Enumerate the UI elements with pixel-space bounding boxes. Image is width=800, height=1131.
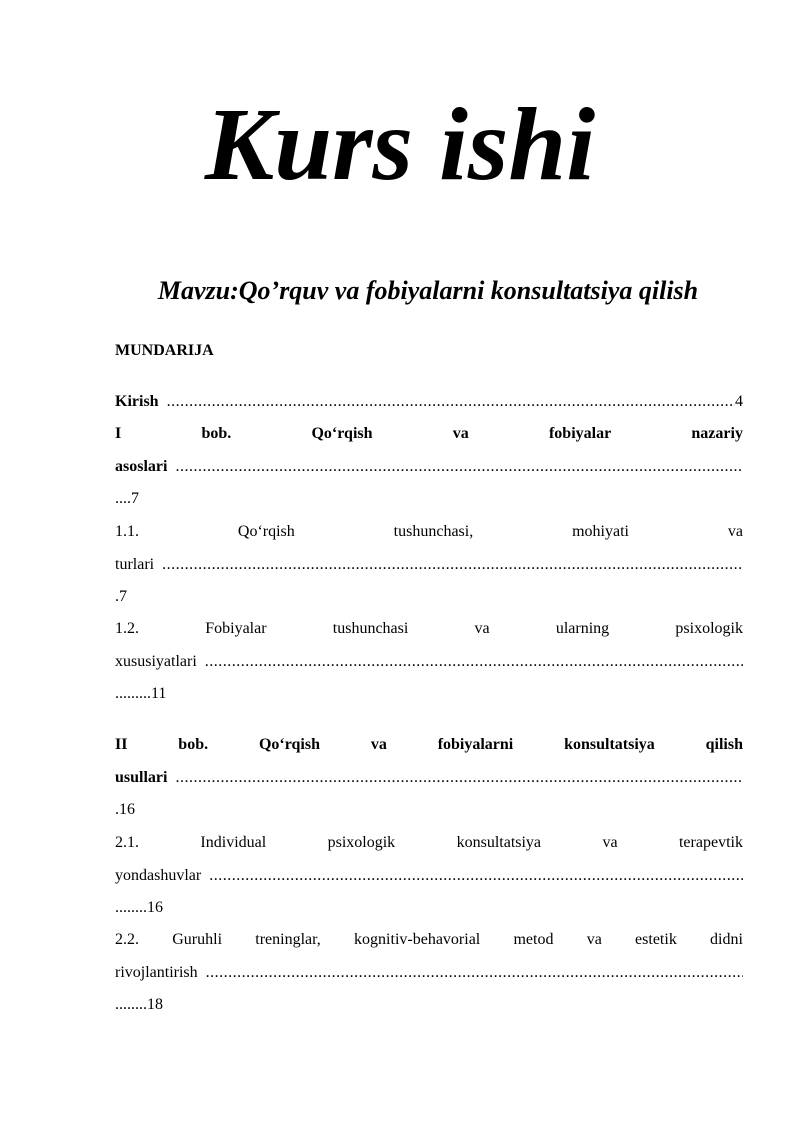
toc-word: II [115, 736, 128, 753]
toc-word: qilish [705, 736, 743, 753]
document-subtitle: Mavzu:Qo’rquv va fobiyalarni konsultatsiya qilish [157, 276, 699, 305]
dot-leader [205, 646, 743, 679]
toc-word: psixologik [675, 620, 743, 637]
dot-leader [162, 549, 743, 582]
toc-word: estetik [635, 931, 677, 948]
toc-word: Guruhli [172, 931, 223, 948]
toc-word: fobiyalarni [437, 736, 514, 753]
toc-word: nazariy [691, 425, 743, 442]
toc-word: va [474, 620, 490, 637]
dot-leader [175, 762, 743, 795]
toc-entry-label: turlari [115, 555, 155, 573]
toc-word: bob. [178, 736, 209, 753]
toc-heading: MUNDARIJA [115, 342, 214, 359]
toc-entry-label: xususiyatlari [115, 652, 197, 670]
toc-word: 1.2. [115, 620, 139, 637]
toc-entry-2-2 [115, 924, 743, 1022]
toc-word: va [602, 834, 618, 851]
toc-word: Fobiyalar [205, 620, 267, 637]
toc-word: didni [710, 931, 743, 948]
toc-entry-page: .7 [115, 588, 127, 605]
toc-word: ularning [555, 620, 610, 637]
dot-leader [175, 451, 743, 484]
toc-entry-page: 4 [735, 393, 743, 410]
dot-leader [206, 957, 743, 990]
toc-word: kognitiv-behavorial [354, 931, 481, 948]
toc-entry-kirish [115, 386, 743, 419]
toc-word: I [115, 425, 122, 442]
dot-leader [167, 386, 735, 419]
toc-word: va [370, 736, 387, 753]
toc-word: tushunchasi, [393, 523, 474, 540]
toc-word: metod [513, 931, 554, 948]
toc-entry-lead [115, 924, 743, 957]
toc-word: psixologik [327, 834, 396, 851]
toc-entry-page: ........18 [115, 996, 163, 1013]
toc-word: treninglar, [255, 931, 321, 948]
toc-word: 2.2. [115, 931, 139, 948]
toc-entry-lead [115, 516, 743, 549]
toc-word: bob. [201, 425, 232, 442]
toc-entry-page: ....7 [115, 490, 139, 507]
toc-word: konsultatsiya [456, 834, 542, 851]
toc-word: 1.1. [115, 523, 139, 540]
toc-word: tushunchasi [332, 620, 409, 637]
toc-entry-label: usullari [115, 768, 168, 786]
toc-word: Individual [200, 834, 267, 851]
toc-word: va [727, 523, 743, 540]
toc-word: Qo‘rqish [311, 425, 373, 442]
dot-leader [209, 860, 743, 893]
toc-entry-lead [115, 613, 743, 646]
toc-entry-label: Kirish [115, 393, 159, 410]
toc-entry-lead [115, 827, 743, 860]
toc-entry-page: ........16 [115, 899, 163, 916]
toc-entry-1-1 [115, 516, 743, 614]
toc-word: Qo‘rqish [258, 736, 320, 753]
toc-word: terapevtik [678, 834, 743, 851]
toc-entry-2-1 [115, 827, 743, 925]
toc-word: 2.1. [115, 834, 139, 851]
toc-entry-chapter-1 [115, 418, 743, 516]
toc-entry-lead [115, 418, 743, 451]
toc-entry-label: asoslari [115, 457, 168, 475]
toc-word: Qo‘rqish [237, 523, 295, 540]
toc-entry-chapter-2 [115, 729, 743, 827]
toc-word: va [586, 931, 602, 948]
toc-word: mohiyati [572, 523, 629, 540]
toc-entry-1-2 [115, 613, 743, 711]
toc-entry-label: rivojlantirish [115, 963, 198, 981]
toc-word: konsultatsiya [564, 736, 655, 753]
toc-entry-page: .........11 [115, 685, 167, 702]
document-title: Kurs ishi [204, 87, 596, 202]
toc-entry-label: yondashuvlar [115, 866, 202, 884]
toc-word: va [452, 425, 469, 442]
toc-word: fobiyalar [548, 425, 612, 442]
toc-entry-lead [115, 729, 743, 762]
toc-entry-page: .16 [115, 801, 135, 818]
